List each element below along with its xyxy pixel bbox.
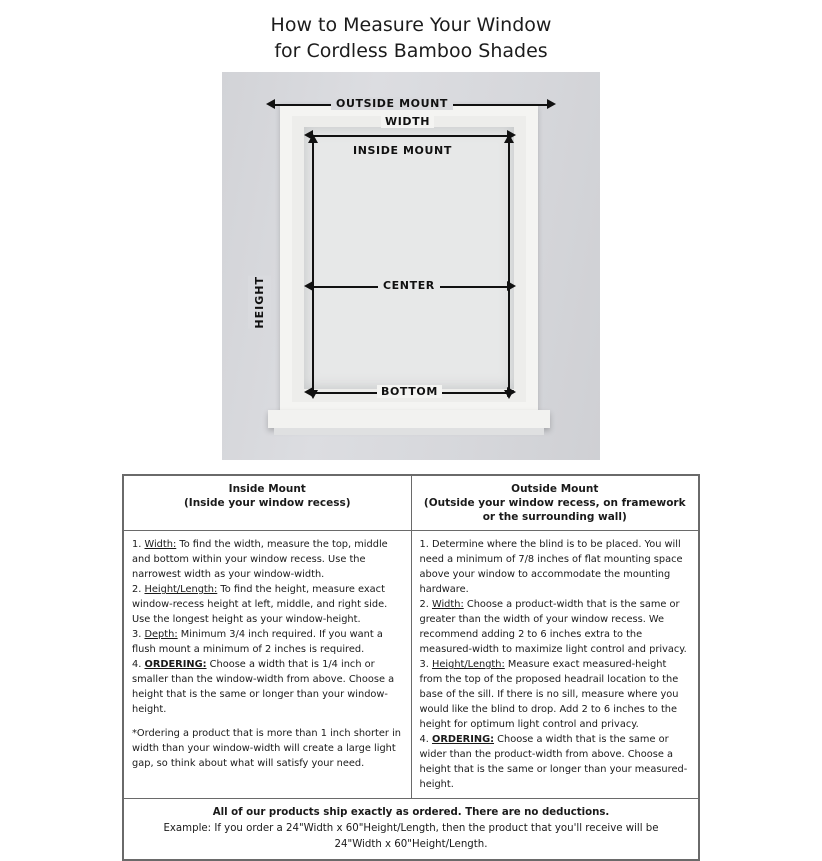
label-height: HEIGHT <box>248 276 271 329</box>
label-center: CENTER <box>378 279 440 292</box>
item-number: 4. <box>419 734 429 745</box>
header-inside-mount <box>124 476 412 531</box>
item-number: 4. <box>132 659 142 670</box>
list-item <box>132 627 403 657</box>
cell-inside-mount-instructions <box>124 531 412 799</box>
label-inside-mount: INSIDE MOUNT <box>348 144 457 157</box>
item-term: Height/Length: <box>431 659 505 670</box>
header-inside-mount-subtitle: (Inside your window recess) <box>184 497 351 509</box>
list-item <box>420 732 691 792</box>
item-term: Width: <box>144 539 177 550</box>
cell-outside-mount-instructions <box>411 531 699 799</box>
shipping-note-example-line-1: Example: If you order a 24"Width x 60"Height/Length, then the product that you'll receive will be <box>163 823 659 834</box>
shipping-note-example-line-2: 24"Width x 60"Height/Length. <box>334 839 488 850</box>
height-arrow-up <box>308 134 318 143</box>
item-term: Height/Length: <box>144 584 218 595</box>
bottom-arrow-right <box>507 387 516 397</box>
item-text: Measure exact measured-height from the top of the proposed headrail location to the base of the sill. If there is no sill, measure where you would like the blind to drop. Add 2 to 6 inches to the height for optimum light control and privacy. <box>419 659 679 730</box>
bottom-arrow-left <box>304 387 313 397</box>
table-footer-row <box>124 799 699 860</box>
window-recess <box>304 127 514 389</box>
height-measure-line-right <box>508 142 510 392</box>
item-number: 3. <box>419 659 429 670</box>
window-measurement-diagram <box>222 72 600 460</box>
item-text: Choose a width that is 1/4 inch or smaller than the window-width from above. Choose a height that is the same or longer than your window-height. <box>132 659 395 715</box>
title-line-1: How to Measure Your Window <box>270 14 552 36</box>
cell-shipping-note <box>124 799 699 860</box>
label-width: WIDTH <box>381 115 434 128</box>
outside-mount-arrow-left <box>266 99 275 109</box>
item-number: 2. <box>132 584 142 595</box>
item-term: Width: <box>431 599 464 610</box>
label-bottom: BOTTOM <box>377 385 442 398</box>
center-arrow-right <box>507 281 516 291</box>
header-inside-mount-title: Inside Mount <box>228 483 306 495</box>
label-outside-mount: OUTSIDE MOUNT <box>331 97 453 110</box>
spacer <box>132 717 403 726</box>
item-text: To find the width, measure the top, middle and bottom within your window recess. Use the narrowest width as your window-width. <box>132 539 388 580</box>
item-term: ORDERING: <box>144 659 207 670</box>
item-term: ORDERING: <box>431 734 495 745</box>
list-item <box>420 597 691 657</box>
header-outside-mount <box>411 476 699 531</box>
outside-mount-arrow-right <box>547 99 556 109</box>
item-text: Choose a width that is the same or wider than the product-width from above. Choose a height that is the same or longer than your measured-height. <box>419 734 688 790</box>
item-number: 2. <box>419 599 429 610</box>
height-arrow-up-right <box>504 134 514 143</box>
list-item <box>132 537 403 582</box>
table-header-row <box>124 476 699 531</box>
list-item <box>132 657 403 717</box>
item-text: Minimum 3/4 inch required. If you want a flush mount a minimum of 2 inches is required. <box>132 629 383 655</box>
header-outside-mount-title: Outside Mount <box>511 483 599 495</box>
page-title <box>0 0 822 64</box>
height-measure-line <box>312 142 314 392</box>
item-text: Determine where the blind is to be placed. You will need a minimum of 7/8 inches of flat mounting space above your window to accommodate the mounting hardware. <box>419 539 683 595</box>
item-number: 1. <box>419 539 429 550</box>
inside-mount-measure-line <box>312 135 508 137</box>
item-number: 3. <box>132 629 142 640</box>
inside-mount-note: *Ordering a product that is more than 1 inch shorter in width than your window-width will create a large light gap, so think about what will satisfy your need. <box>132 728 401 769</box>
list-item <box>420 537 691 597</box>
title-line-2: for Cordless Bamboo Shades <box>274 40 548 62</box>
item-number: 1. <box>132 539 142 550</box>
shipping-note-lead: All of our products ship exactly as ordered. There are no deductions. <box>212 807 610 818</box>
item-term: Depth: <box>144 629 178 640</box>
window-sill <box>268 410 550 428</box>
list-item <box>132 582 403 627</box>
measuring-instructions-table <box>122 474 700 861</box>
table-body-row <box>124 531 699 799</box>
item-text: To find the height, measure exact window-recess height at left, middle, and right side. Use the longest height as your window-height. <box>132 584 388 625</box>
list-item <box>420 657 691 732</box>
center-arrow-left <box>304 281 313 291</box>
item-text: Choose a product-width that is the same or greater than the width of your window recess. We recommend adding 2 to 6 inches extra to the measured-width to maximize light control and privacy. <box>419 599 687 655</box>
window-sill-edge <box>274 428 544 435</box>
header-outside-mount-subtitle: (Outside your window recess, on framework or the surrounding wall) <box>423 497 686 523</box>
